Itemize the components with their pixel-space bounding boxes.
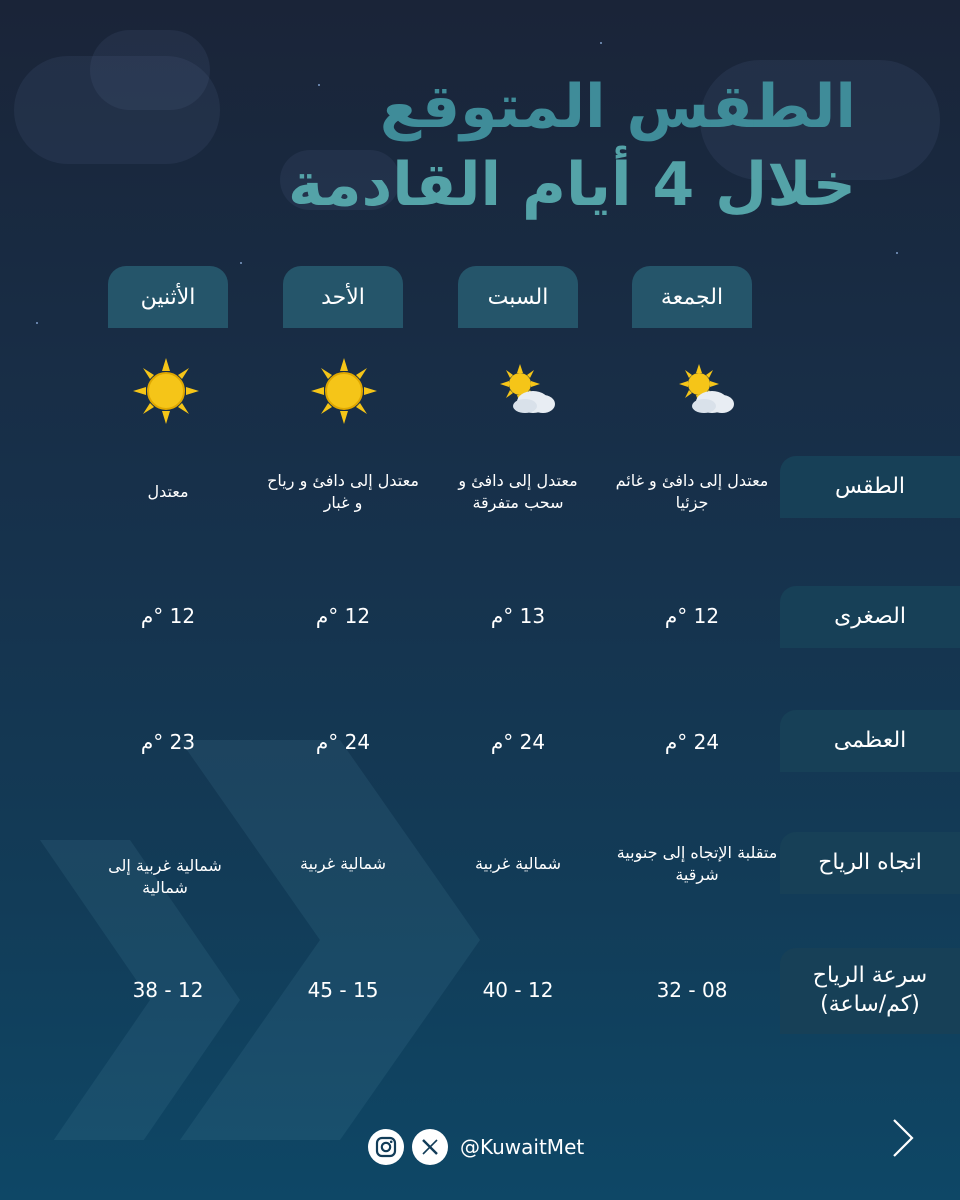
background-star: [318, 84, 320, 86]
cell-wind-direction-saturday: شمالية غربية: [475, 854, 561, 874]
x-twitter-icon[interactable]: [412, 1129, 448, 1165]
cell-wind-speed-friday: 08 - 32: [656, 977, 728, 1002]
day-tab-friday: الجمعة: [632, 266, 752, 328]
cell-weather-monday: معتدل: [147, 482, 189, 502]
row-label-wind-speed-unit: (كم/ساعة): [820, 992, 920, 1017]
cell-wind-speed-sunday: 15 - 45: [307, 977, 379, 1002]
page-title: الطقس المتوقع: [379, 72, 856, 142]
cell-weather-friday: معتدل إلى دافئ و غائم جزئيا: [615, 471, 769, 512]
row-label-max-temp: العظمى: [780, 710, 960, 772]
cell-weather-saturday: معتدل إلى دافئ و سحب متفرقة: [458, 471, 578, 512]
background-star: [36, 322, 38, 324]
cell-max-monday: 23 °م: [140, 729, 196, 754]
sun-cloud-icon: [672, 356, 742, 426]
cell-wind-speed-monday: 12 - 38: [132, 977, 204, 1002]
background-star: [600, 42, 602, 44]
cell-max-sunday: 24 °م: [315, 729, 371, 754]
cell-min-sunday: 12 °م: [315, 603, 371, 628]
row-label-wind-speed-title: سرعة الرياح: [812, 963, 928, 989]
page-subtitle: خلال 4 أيام القادمة: [287, 150, 856, 220]
social-footer: [368, 1128, 584, 1166]
cell-min-friday: 12 °م: [664, 603, 720, 628]
row-label-min-temp: الصغرى: [780, 586, 960, 648]
cell-weather-sunday: معتدل إلى دافئ و رياح و غبار: [267, 471, 419, 512]
cell-max-friday: 24 °م: [664, 729, 720, 754]
background-cloud-shape: [90, 30, 210, 110]
day-tab-monday: الأثنين: [108, 266, 228, 328]
background-star: [240, 262, 242, 264]
cell-min-monday: 12 °م: [140, 603, 196, 628]
cell-wind-speed-saturday: 12 - 40: [482, 977, 554, 1002]
sun-icon: [131, 356, 201, 426]
row-label-weather: الطقس: [780, 456, 960, 518]
instagram-icon[interactable]: [368, 1129, 404, 1165]
cell-wind-direction-friday: متقلبة الإتجاه إلى جنوبية شرقية: [616, 843, 778, 884]
row-label-wind-direction: اتجاه الرياح: [780, 832, 960, 894]
cell-min-saturday: 13 °م: [490, 603, 546, 628]
background-chevron-shape: [40, 740, 600, 1140]
day-tab-sunday: الأحد: [283, 266, 403, 328]
sun-icon: [309, 356, 379, 426]
cell-wind-direction-sunday: شمالية غربية: [300, 854, 386, 874]
day-tab-saturday: السبت: [458, 266, 578, 328]
sun-cloud-icon: [493, 356, 563, 426]
row-label-wind-speed: [780, 948, 960, 1034]
cell-max-saturday: 24 °م: [490, 729, 546, 754]
background-star: [896, 252, 898, 254]
cell-wind-direction-monday: شمالية غربية إلى شمالية: [108, 856, 222, 897]
chevron-right-icon[interactable]: [888, 1116, 918, 1160]
social-handle[interactable]: @KuwaitMet: [460, 1135, 585, 1159]
